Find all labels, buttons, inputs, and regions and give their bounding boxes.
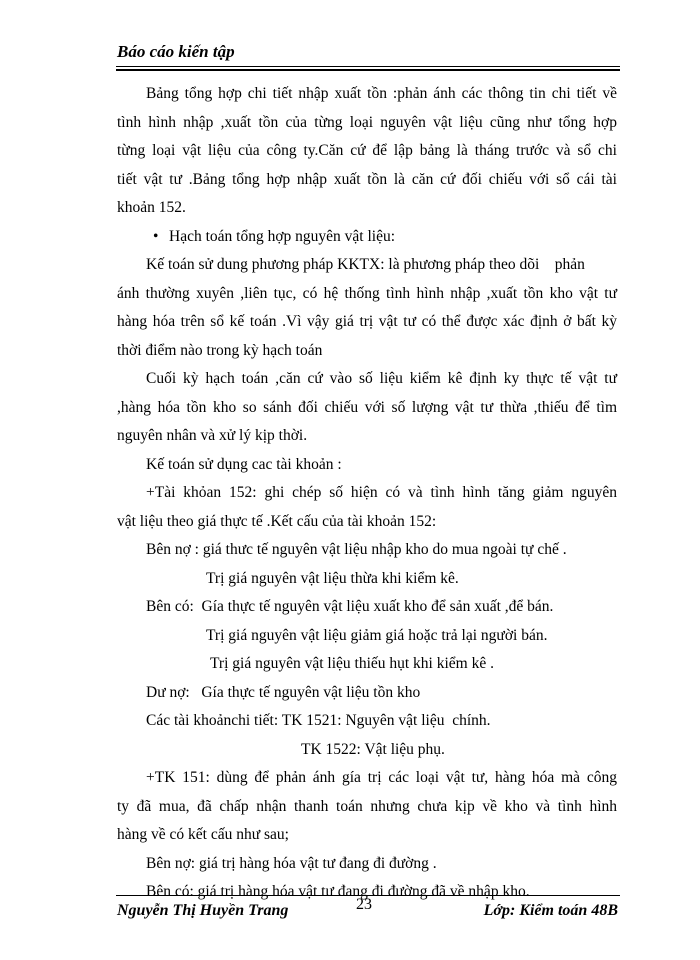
- body-text: [117, 80, 617, 907]
- text-line: nguyên nhân và xử lý kịp thời.: [117, 427, 308, 444]
- text-line: Kế toán sử dụng cac tài khoản :: [146, 455, 342, 473]
- text-line: thời điểm nào trong kỳ hạch toán: [117, 341, 323, 359]
- text-line: +TK 151: dùng để phản ánh gía trị các loại vật tư, hàng hóa mà công: [146, 769, 617, 786]
- text-line: ,hàng hóa tồn kho so sánh đối chiếu với số lượng vật tư thừa ,thiếu để tìm: [117, 398, 617, 416]
- page-number: 23: [356, 896, 372, 913]
- tk151-no-line: Bên nợ: giá trị hàng hóa vật tư đang đi đường .: [146, 854, 437, 872]
- ben-co-line: Bên có: Gía thực tế nguyên vật liệu xuất kho để sản xuất ,để bán.: [146, 598, 554, 615]
- footer-class: Lớp: Kiểm toán 48B: [483, 902, 618, 919]
- text-line: hàng hóa trên sổ kế toán .Vì vậy giá trị vật tư có thể được xác định ở bất kỳ: [117, 313, 617, 330]
- tk-chi-tiet-line: TK 1522: Vật liệu phụ.: [301, 740, 445, 758]
- tk-chi-tiet-line: Các tài khoảnchi tiết: TK 1521: Nguyên vật liệu chính.: [146, 712, 491, 729]
- text-line: tình hình nhập ,xuất tồn của từng loại nguyên vật liệu cũng như tổng hợp: [117, 113, 617, 131]
- text-line: ty đã mua, đã chấp nhận thanh toán nhưng chưa kịp về kho và tình hình: [117, 797, 617, 815]
- text-line: +Tài khỏan 152: ghi chép số hiện có và tình hình tăng giảm nguyên: [146, 484, 617, 501]
- text-line: Cuối kỳ hạch toán ,căn cứ vào số liệu kiểm kê định ky thực tế vật tư: [146, 370, 617, 387]
- ben-no-line: Bên nợ : giá thưc tế nguyên vật liệu nhập kho do mua ngoài tự chế .: [146, 541, 567, 558]
- text-line: khoản 152.: [117, 199, 186, 216]
- ben-no-line: Trị giá nguyên vật liệu thừa khi kiểm kê.: [206, 569, 459, 587]
- text-line: hàng về có kết cấu như sau;: [117, 826, 289, 843]
- header-title: Báo cáo kiến tập: [117, 42, 235, 61]
- text-line: Kế toán sử dung phương pháp KKTX: là phương pháp theo dõi phản: [146, 256, 585, 273]
- text-line: vật liệu theo giá thực tế .Kết cấu của tài khoản 152:: [117, 512, 437, 530]
- ben-co-line: Trị giá nguyên vật liệu thiếu hụt khi kiểm kê .: [210, 655, 494, 672]
- tk151-co-line: Bên có: giá trị hàng hóa vật tư đang đi đường đã về nhập kho.: [146, 883, 530, 900]
- header-rule-thin: [116, 66, 620, 67]
- text-line: ánh thường xuyên ,liên tục, có hệ thống tình hình nhập ,xuất tồn kho vật tư: [117, 284, 617, 302]
- text-line: tiết vật tư .Bảng tổng hợp nhập xuất tồn là căn cứ đối chiếu với sổ cái tài: [117, 170, 617, 188]
- text-line: Bảng tổng hợp chi tiết nhập xuất tồn :phản ánh các thông tin chi tiết về: [146, 85, 617, 102]
- bullet-item: [153, 223, 617, 252]
- footer-author: Nguyễn Thị Huyền Trang: [117, 902, 289, 919]
- bullet-text: Hạch toán tổng hợp nguyên vật liệu:: [169, 227, 396, 245]
- header-rule-thick: [116, 69, 620, 71]
- du-no-line: Dư nợ: Gía thực tế nguyên vật liệu tồn kho: [146, 683, 421, 701]
- ben-co-line: Trị giá nguyên vật liệu giảm giá hoặc trả lại người bán.: [206, 626, 548, 644]
- text-line: từng loại vật liệu của công ty.Căn cứ để lập bảng là tháng trước và sổ chi: [117, 142, 617, 159]
- bullet-icon: •: [153, 227, 159, 245]
